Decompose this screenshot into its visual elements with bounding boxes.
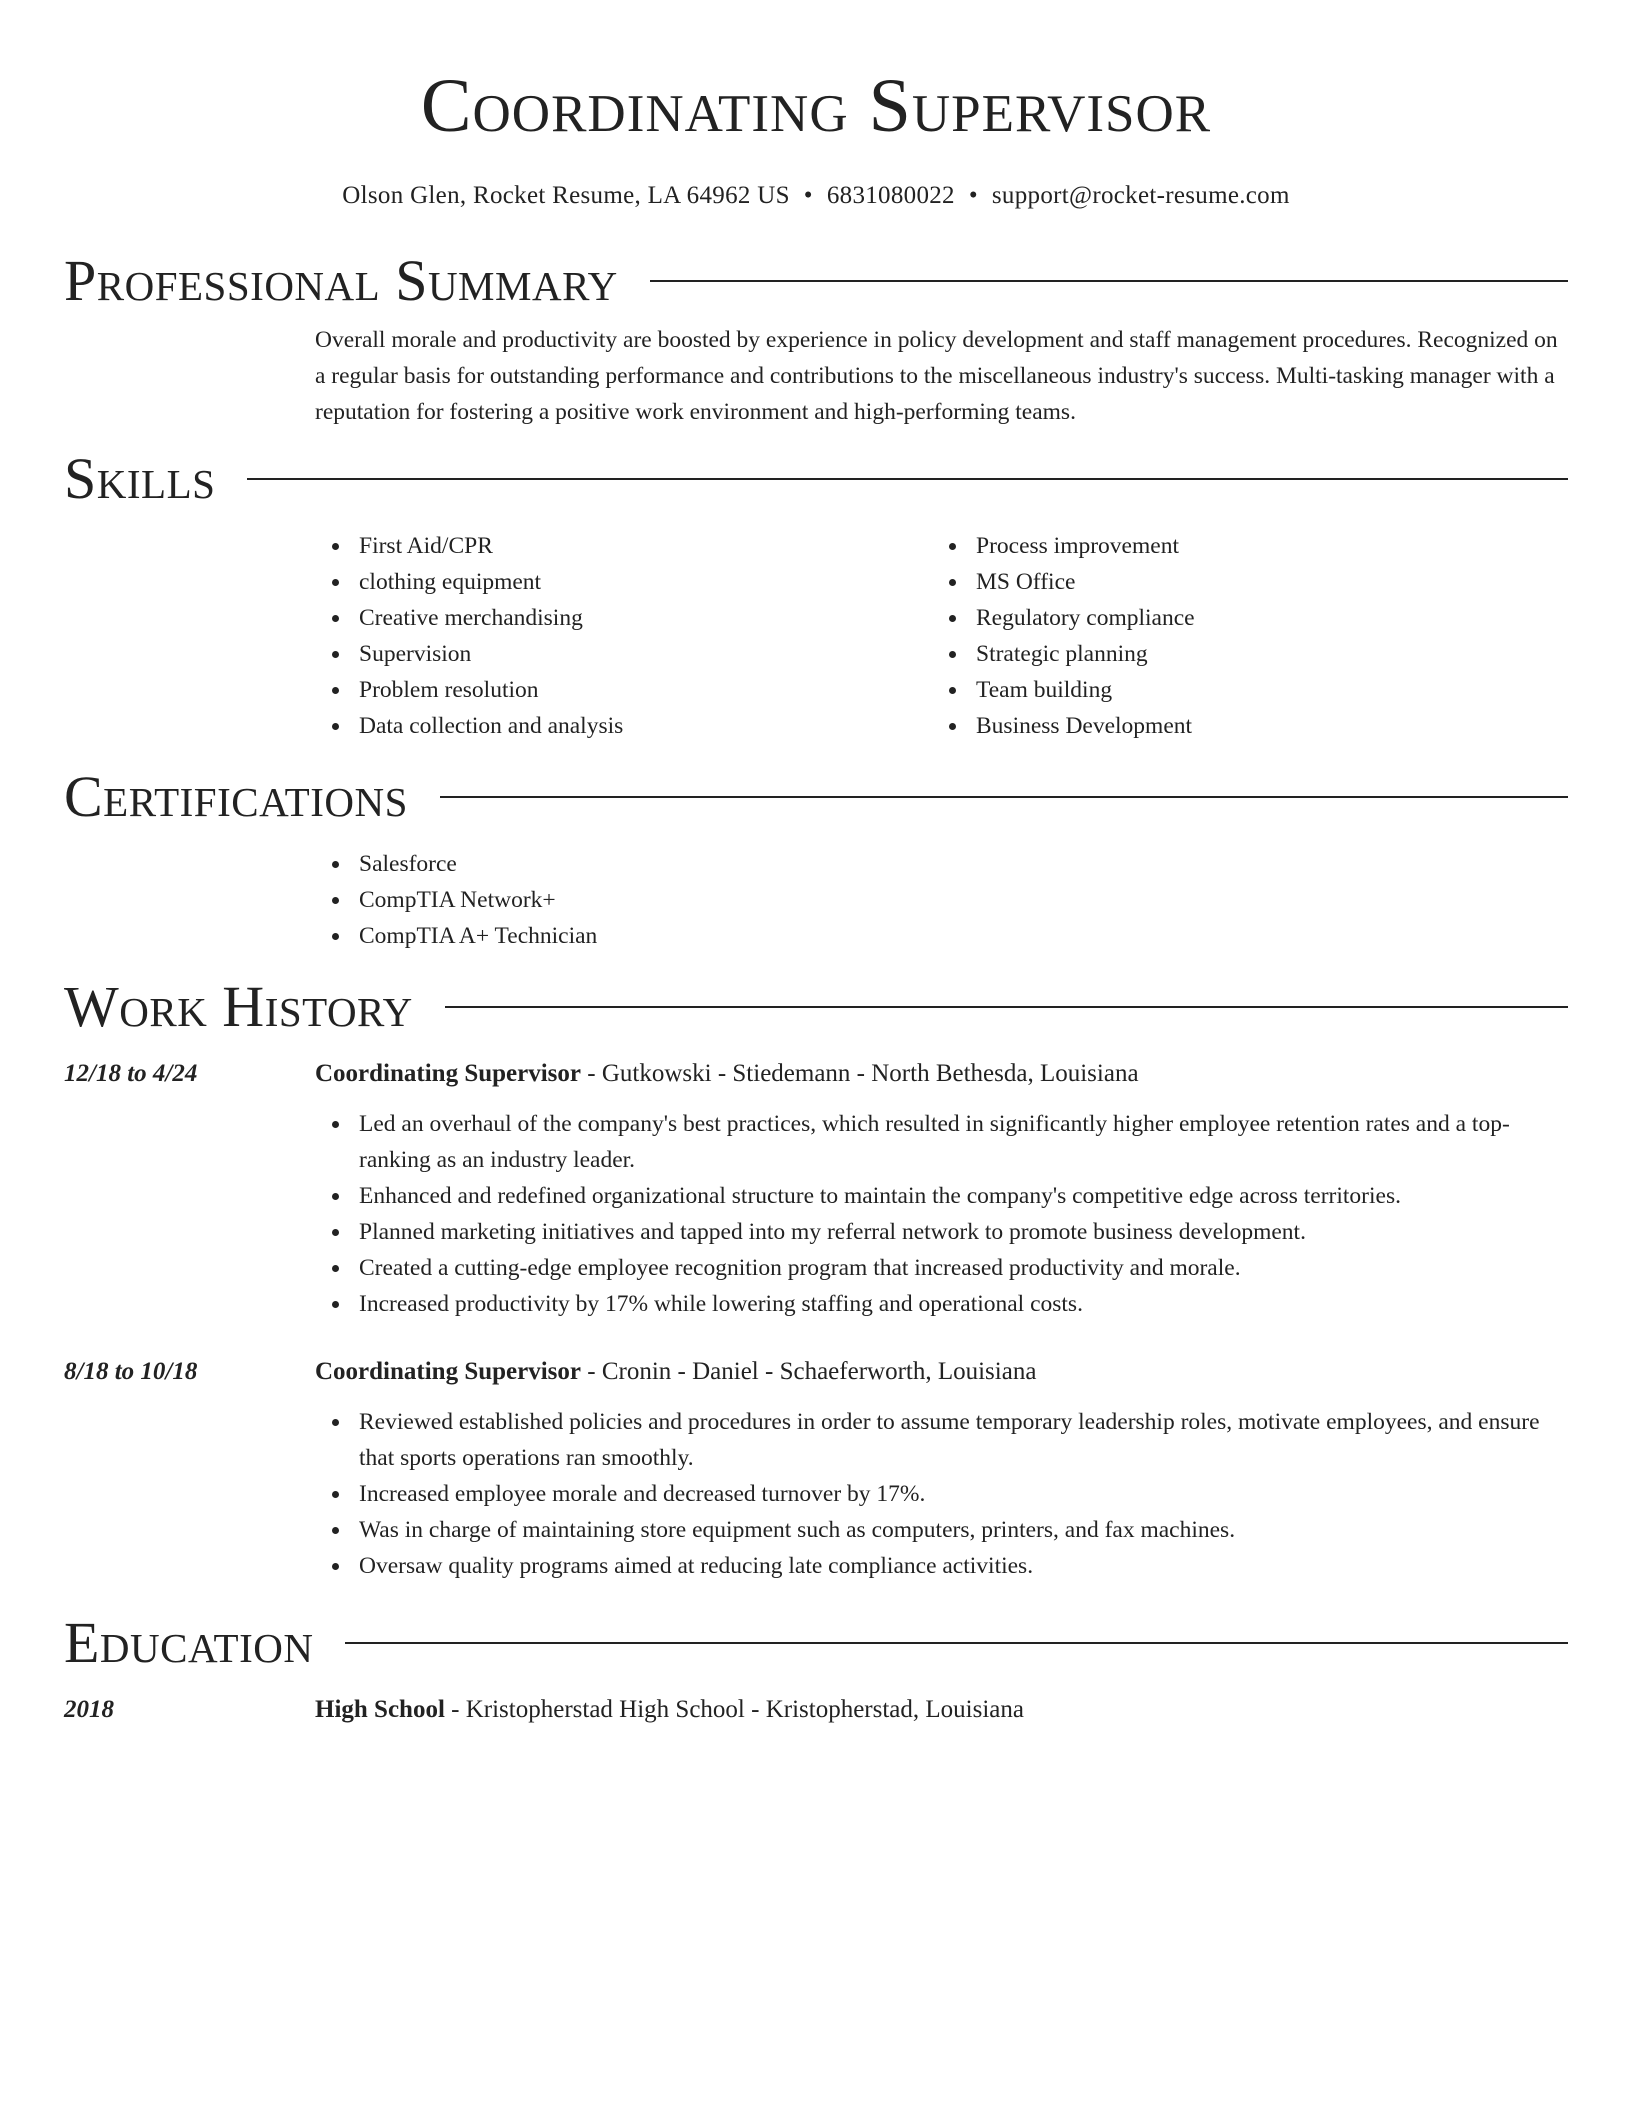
job-bullet: Planned marketing initiatives and tapped into my referral network to promote business development. — [315, 1214, 1568, 1250]
job-bullets — [315, 1106, 1568, 1322]
job-title: Coordinating Supervisor — [315, 1358, 582, 1385]
contact-email: support@rocket-resume.com — [991, 182, 1290, 209]
certification-item: Salesforce — [315, 846, 1568, 882]
contact-line — [64, 180, 1568, 212]
job-title: Coordinating Supervisor — [315, 1060, 582, 1087]
job-bullet: Increased employee morale and decreased turnover by 17%. — [315, 1476, 1568, 1512]
skill-item: First Aid/CPR — [315, 528, 932, 564]
job-bullet: Created a cutting-edge employee recognition program that increased productivity and morale. — [315, 1250, 1568, 1286]
education-school: - Kristopherstad High School - Kristopherstad, Louisiana — [444, 1696, 1024, 1723]
skill-item: Process improvement — [932, 528, 1549, 564]
job-entry — [64, 1056, 1568, 1322]
certification-item: CompTIA Network+ — [315, 882, 1568, 918]
education-entry — [64, 1692, 1568, 1728]
job-company: - Gutkowski - Stiedemann - North Bethesda, Louisiana — [581, 1060, 1139, 1087]
skills-heading: Skills — [64, 446, 216, 511]
job-bullet: Was in charge of maintaining store equipment such as computers, printers, and fax machines. — [315, 1512, 1568, 1548]
skill-item: Data collection and analysis — [315, 708, 932, 744]
skills-grid — [315, 528, 1568, 744]
job-bullets — [315, 1404, 1568, 1584]
resume-page — [64, 0, 1568, 1728]
job-header — [64, 1056, 1568, 1092]
summary-text: Overall morale and productivity are boosted by experience in policy development and staff management procedures. Recognized on a regular basis for outstanding performance and contributions to the miscellaneous industry's success. Multi-tasking manager with a reputation for fostering a positive work environment and high-performing teams. — [315, 327, 1558, 425]
job-bullet: Reviewed established policies and procedures in order to assume temporary leadership roles, motivate employees, and ensure that sports operations ran smoothly. — [315, 1404, 1568, 1476]
skill-item: Creative merchandising — [315, 600, 932, 636]
job-dates: 8/18 to 10/18 — [64, 1358, 198, 1385]
skill-item: clothing equipment — [315, 564, 932, 600]
section-divider — [247, 478, 1568, 480]
summary-heading: Professional Summary — [64, 248, 618, 313]
certifications-section-header — [64, 764, 1568, 830]
certification-item: CompTIA A+ Technician — [315, 918, 1568, 954]
section-divider — [345, 1642, 1568, 1644]
skills-list-left — [315, 528, 932, 744]
work-heading: Work History — [64, 974, 413, 1039]
contact-separator: • — [968, 182, 978, 209]
section-divider — [650, 280, 1568, 282]
skills-list-right — [932, 528, 1549, 744]
contact-separator: • — [803, 182, 813, 209]
education-heading: Education — [64, 1610, 314, 1675]
section-divider — [440, 796, 1568, 798]
skills-section-header — [64, 446, 1568, 512]
job-heading — [315, 1056, 1139, 1092]
job-company: - Cronin - Daniel - Schaeferworth, Louisiana — [581, 1358, 1037, 1385]
job-dates: 12/18 to 4/24 — [64, 1060, 198, 1087]
education-section-header — [64, 1610, 1568, 1676]
education-heading-line — [315, 1692, 1024, 1728]
skill-item: Team building — [932, 672, 1549, 708]
skill-item: Problem resolution — [315, 672, 932, 708]
certifications-heading: Certifications — [64, 764, 408, 829]
job-bullet: Increased productivity by 17% while lowering staffing and operational costs. — [315, 1286, 1568, 1322]
contact-address: Olson Glen, Rocket Resume, LA 64962 US — [342, 182, 790, 209]
job-heading — [315, 1354, 1036, 1390]
skill-item: Supervision — [315, 636, 932, 672]
contact-phone: 6831080022 — [826, 182, 955, 209]
skill-item: Business Development — [932, 708, 1549, 744]
summary-section-header — [64, 248, 1568, 314]
job-header — [64, 1354, 1568, 1390]
skill-item: Regulatory compliance — [932, 600, 1549, 636]
job-bullet: Enhanced and redefined organizational structure to maintain the company's competitive edge across territories. — [315, 1178, 1568, 1214]
job-bullet: Oversaw quality programs aimed at reducing late compliance activities. — [315, 1548, 1568, 1584]
candidate-name: Coordinating Supervisor — [420, 64, 1212, 148]
skill-item: MS Office — [932, 564, 1549, 600]
work-section-header — [64, 974, 1568, 1040]
skill-item: Strategic planning — [932, 636, 1549, 672]
job-bullet: Led an overhaul of the company's best practices, which resulted in significantly higher employee retention rates and a top-ranking as an industry leader. — [315, 1106, 1568, 1178]
section-divider — [445, 1006, 1568, 1008]
education-year: 2018 — [64, 1696, 114, 1723]
certifications-list — [315, 846, 1568, 954]
education-degree: High School — [315, 1696, 445, 1723]
job-entry — [64, 1354, 1568, 1584]
